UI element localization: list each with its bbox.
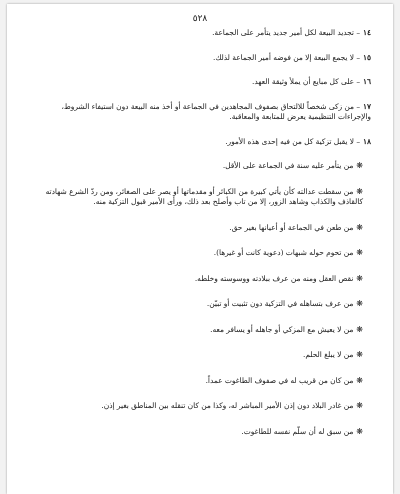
item-text: – من زكى شخصاً للالتحاق بصفوف المجاهدين في الجماعة أو أخذ منه البيعة دون استيفاء الشروط، والإجراءات التنظيمية يعرض للمتابعة والمعاقبة. xyxy=(61,101,371,121)
bullet-text: من تحوم حوله شبهات (دعوية كانت أو غيرها). xyxy=(213,248,354,257)
bullet-star-icon: ❋ xyxy=(356,375,363,385)
bullet-star-icon: ❋ xyxy=(356,401,363,410)
numbered-item xyxy=(29,137,371,148)
bullet-item xyxy=(29,401,363,412)
bullet-item xyxy=(29,325,363,336)
bullet-star-icon: ❋ xyxy=(356,248,363,257)
bullet-star-icon: ❋ xyxy=(356,161,363,170)
bullet-item xyxy=(29,248,363,259)
bullet-star-icon: ❋ xyxy=(356,299,363,308)
item-number: ١٥ xyxy=(363,52,371,62)
document-page xyxy=(7,4,393,494)
bullet-text: من سبق له أن سلّم نفسه للطاغوت. xyxy=(241,426,354,436)
bullet-item xyxy=(29,376,363,387)
item-text: – على كل مبايع أن يملأ وثيقة العهد. xyxy=(252,77,361,86)
bullet-star-icon: ❋ xyxy=(356,324,363,334)
document-body xyxy=(29,28,371,452)
bullet-text: من لا يبلغ الحلم. xyxy=(302,350,354,359)
item-number: ١٦ xyxy=(363,77,371,86)
item-number: ١٨ xyxy=(363,136,371,146)
bullet-text: من يتأمر عليه سنة في الجماعة على الأقل. xyxy=(222,161,354,170)
bullet-star-icon: ❋ xyxy=(356,350,363,359)
bullet-item xyxy=(29,350,363,361)
bullet-star-icon: ❋ xyxy=(356,222,363,232)
bullet-text: من غادر البلاد دون إذن الأمير المباشر له، وكذا من كان تنقله بين المناطق بغير إذن. xyxy=(101,401,354,410)
page-number: ٥٢٨ xyxy=(192,14,208,24)
bullet-item xyxy=(29,427,363,438)
bullet-text: نقص العقل ومنه من عرف ببلادته ووسوسته وخلطه. xyxy=(194,273,354,283)
item-text: – تجديد البيعة لكل أمير جديد يتأمر على الجماعة. xyxy=(212,28,361,37)
numbered-item xyxy=(29,28,371,39)
bullet-item xyxy=(29,299,363,310)
bullet-item xyxy=(29,274,363,285)
numbered-item xyxy=(29,53,371,64)
bullet-text: من عرف بتساهله في التزكية دون تثبيت أو تبيّن. xyxy=(206,299,354,308)
bullet-text: من لا يعيش مع المزكي أو جاهله أو يسافر معه. xyxy=(210,324,354,334)
bullet-item xyxy=(29,161,363,172)
item-text: – لا يقبل تزكية كل من فيه إحدى هذه الأمور. xyxy=(225,136,361,146)
numbered-item xyxy=(29,102,371,123)
bullet-text: من طعن في الجماعة أو أعيانها بغير حق. xyxy=(229,222,354,232)
item-number: ١٧ xyxy=(363,101,371,111)
item-number: ١٤ xyxy=(363,28,371,37)
bullet-star-icon: ❋ xyxy=(356,186,363,196)
bullet-star-icon: ❋ xyxy=(356,273,363,283)
bullet-item xyxy=(29,223,363,234)
bullet-star-icon: ❋ xyxy=(356,426,363,436)
bullet-text: من كان من قريب له في صفوف الطاغوت عمداً. xyxy=(205,375,354,385)
item-text: – لا يجمع البيعة إلا من فوضه أمير الجماعة لذلك. xyxy=(212,52,361,62)
bullet-item xyxy=(29,187,363,208)
bullet-text: من سقطت عدالته كأن يأتي كبيرة من الكبائر أو مقدماتها أو يصر على الصغائر، ومن ردّ الشرع شهادته كالقاذف والكذاب وشاهد الزور، إلا من تاب وأصلح بعد ذلك، ورأى الأمير قبول التزكية منه. xyxy=(45,186,363,206)
numbered-item xyxy=(29,77,371,88)
